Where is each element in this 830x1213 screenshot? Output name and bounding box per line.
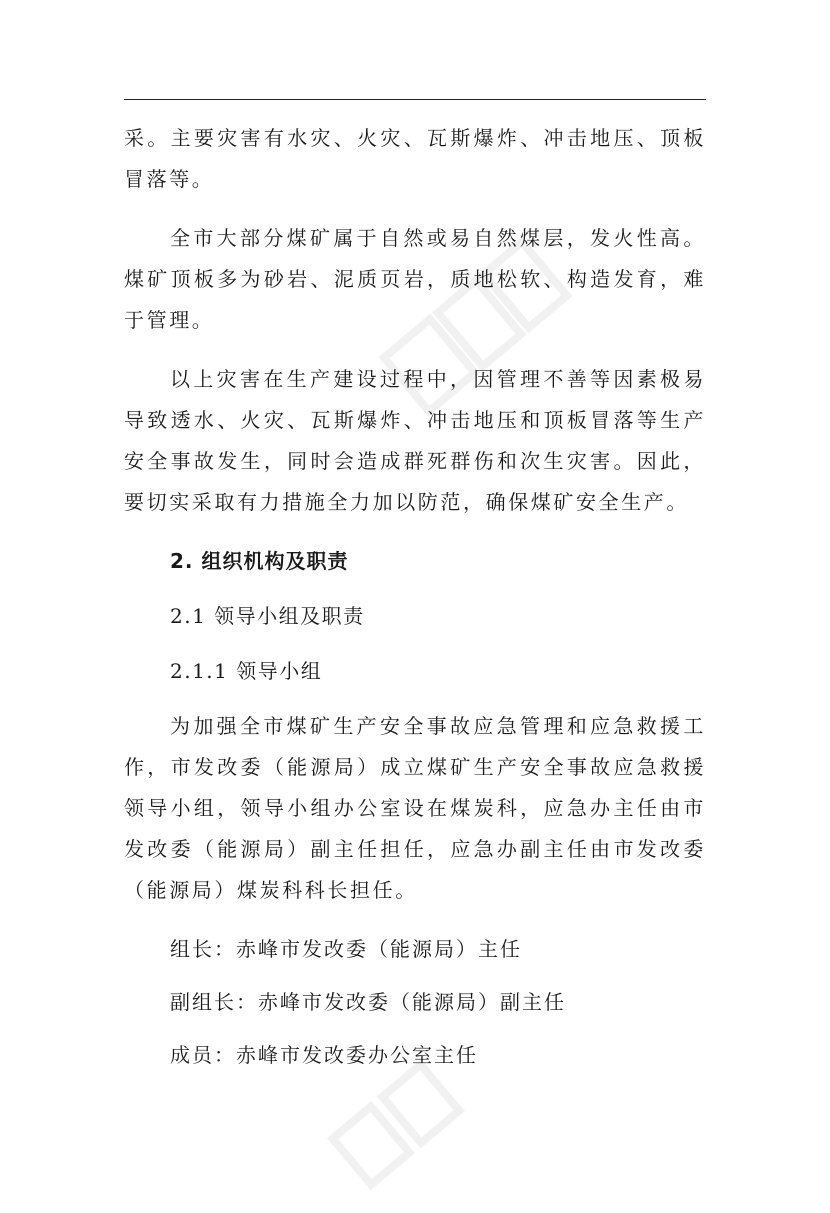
roster-member: 成员：赤峰市发改委办公室主任 bbox=[170, 1043, 478, 1067]
roster-leader: 组长：赤峰市发改委（能源局）主任 bbox=[170, 937, 522, 961]
roster-deputy-leader: 副组长：赤峰市发改委（能源局）副主任 bbox=[170, 990, 566, 1014]
heading-leadership-group-duties: 2.1 领导小组及职责 bbox=[170, 604, 365, 628]
paragraph-hazards: 采。主要灾害有水灾、火灾、瓦斯爆炸、冲击地压、顶板冒落等。 bbox=[124, 126, 706, 191]
heading-organization: 2. 组织机构及职责 bbox=[170, 549, 349, 573]
paragraph-accident-prevention: 以上灾害在生产建设过程中，因管理不善等因素极易导致透水、火灾、瓦斯爆炸、冲击地压和顶板冒落等生产安全事故发生，同时会造成群死群伤和次生灾害。因此，要切实采取有力措施全力加以防范，确保煤矿安全生产。 bbox=[124, 367, 706, 514]
paragraph-leadership-setup: 为加强全市煤矿生产安全事故应急管理和应急救援工作，市发改委（能源局）成立煤矿生产安全事故应急救援领导小组，领导小组办公室设在煤炭科，应急办主任由市发改委（能源局）副主任担任，应急办副主任由市发改委（能源局）煤炭科科长担任。 bbox=[124, 714, 706, 902]
document-body bbox=[124, 118, 706, 1088]
heading-leadership-group: 2.1.1 领导小组 bbox=[170, 659, 323, 683]
paragraph-coal-seams: 全市大部分煤矿属于自然或易自然煤层，发火性高。煤矿顶板多为砂岩、泥质页岩，质地松软、构造发育，难于管理。 bbox=[124, 226, 706, 332]
header-rule bbox=[124, 99, 706, 100]
